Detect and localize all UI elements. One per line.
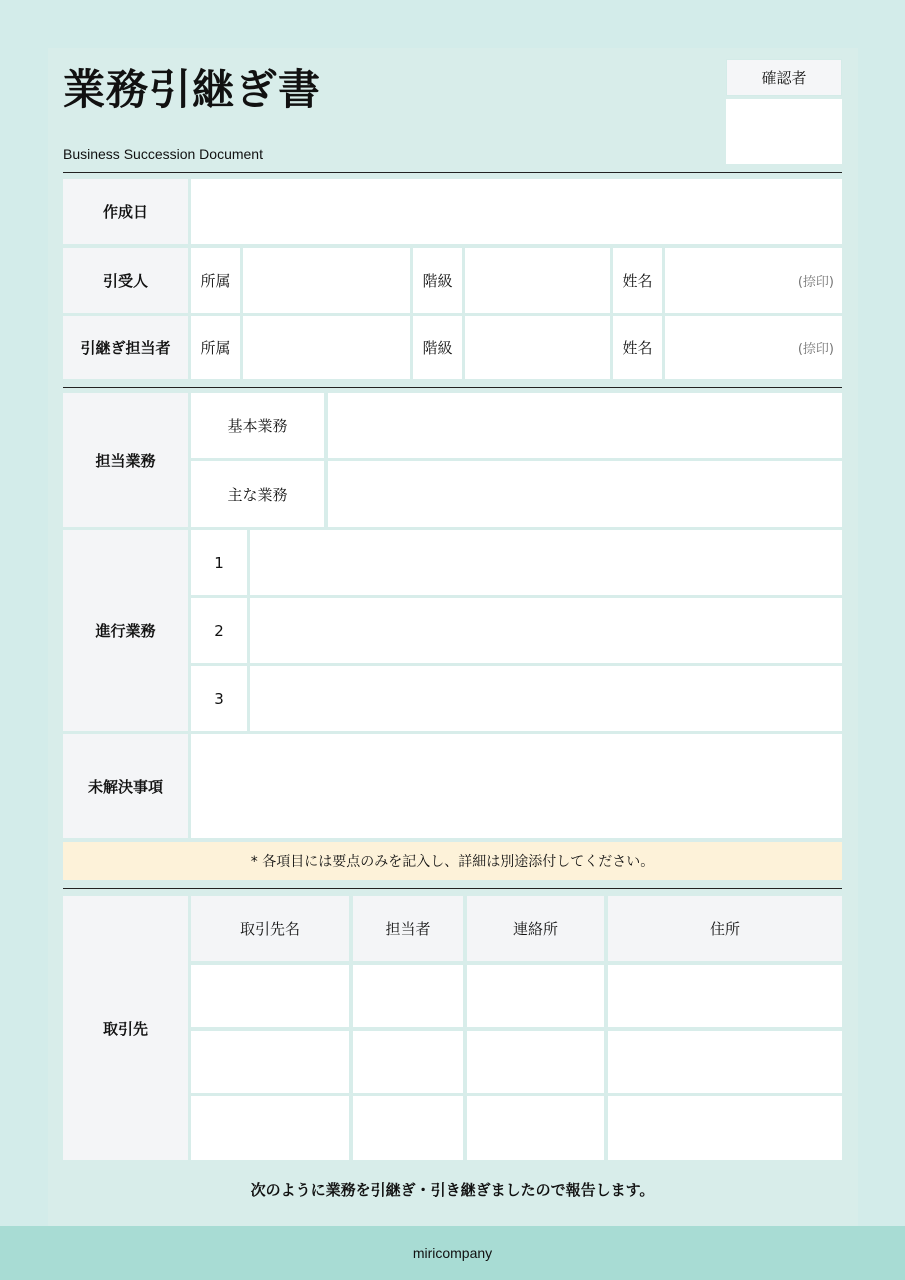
basic-duties-field[interactable] xyxy=(328,393,842,458)
ongoing-number: 2 xyxy=(191,598,247,663)
document-subtitle: Business Succession Document xyxy=(63,146,263,162)
ongoing-duties-label: 進行業務 xyxy=(63,530,188,731)
client-address-cell[interactable] xyxy=(608,1096,842,1160)
client-name-header: 取引先名 xyxy=(191,896,349,961)
clients-label: 取引先 xyxy=(63,896,188,1160)
main-duties-field[interactable] xyxy=(328,461,842,527)
created-date-label: 作成日 xyxy=(63,179,188,244)
confirmer-field[interactable] xyxy=(726,99,842,164)
handover-affiliation-label: 所属 xyxy=(191,316,240,379)
handover-rank-label: 階級 xyxy=(413,316,462,379)
receiver-rank-field[interactable] xyxy=(465,248,610,313)
ongoing-duty-field[interactable] xyxy=(250,530,842,595)
client-contact-cell[interactable] xyxy=(467,1096,604,1160)
ongoing-duty-field[interactable] xyxy=(250,666,842,731)
client-contact-person-cell[interactable] xyxy=(353,965,463,1027)
report-statement: 次のように業務を引継ぎ・引き継ぎましたので報告します。 xyxy=(250,1181,655,1199)
receiver-label: 引受人 xyxy=(63,248,188,313)
ongoing-number: 3 xyxy=(191,666,247,731)
receiver-name-field[interactable]: (捺印) xyxy=(665,248,842,313)
main-duties-label: 主な業務 xyxy=(191,461,324,527)
unresolved-items-field[interactable] xyxy=(191,734,842,838)
divider xyxy=(63,172,842,173)
assigned-duties-label: 担当業務 xyxy=(63,393,188,527)
divider xyxy=(63,387,842,388)
unresolved-items-label: 未解決事項 xyxy=(63,734,188,838)
client-name-cell[interactable] xyxy=(191,1096,349,1160)
receiver-name-label: 姓名 xyxy=(613,248,662,313)
receiver-affiliation-field[interactable] xyxy=(243,248,410,313)
client-address-cell[interactable] xyxy=(608,1031,842,1093)
client-contact-person-cell[interactable] xyxy=(353,1031,463,1093)
client-contact-person-cell[interactable] xyxy=(353,1096,463,1160)
instruction-note: * 各項目には要点のみを記入し、詳細は別途添付してください。 xyxy=(63,842,842,880)
created-date-field[interactable] xyxy=(191,179,842,244)
client-address-header: 住所 xyxy=(608,896,842,961)
footer-brand: miricompany xyxy=(0,1226,905,1280)
handover-person-label: 引継ぎ担当者 xyxy=(63,316,188,379)
client-contact-header: 連絡所 xyxy=(467,896,604,961)
client-name-cell[interactable] xyxy=(191,965,349,1027)
ongoing-duty-field[interactable] xyxy=(250,598,842,663)
receiver-rank-label: 階級 xyxy=(413,248,462,313)
document-title: 業務引継ぎ書 xyxy=(63,65,322,114)
confirmer-label: 確認者 xyxy=(726,59,842,96)
client-address-cell[interactable] xyxy=(608,965,842,1027)
client-contact-cell[interactable] xyxy=(467,1031,604,1093)
receiver-affiliation-label: 所属 xyxy=(191,248,240,313)
handover-name-field[interactable]: (捺印) xyxy=(665,316,842,379)
ongoing-number: 1 xyxy=(191,530,247,595)
basic-duties-label: 基本業務 xyxy=(191,393,324,458)
handover-affiliation-field[interactable] xyxy=(243,316,410,379)
client-contact-cell[interactable] xyxy=(467,965,604,1027)
handover-rank-field[interactable] xyxy=(465,316,610,379)
client-name-cell[interactable] xyxy=(191,1031,349,1093)
client-contact-person-header: 担当者 xyxy=(353,896,463,961)
divider xyxy=(63,888,842,889)
handover-name-label: 姓名 xyxy=(613,316,662,379)
